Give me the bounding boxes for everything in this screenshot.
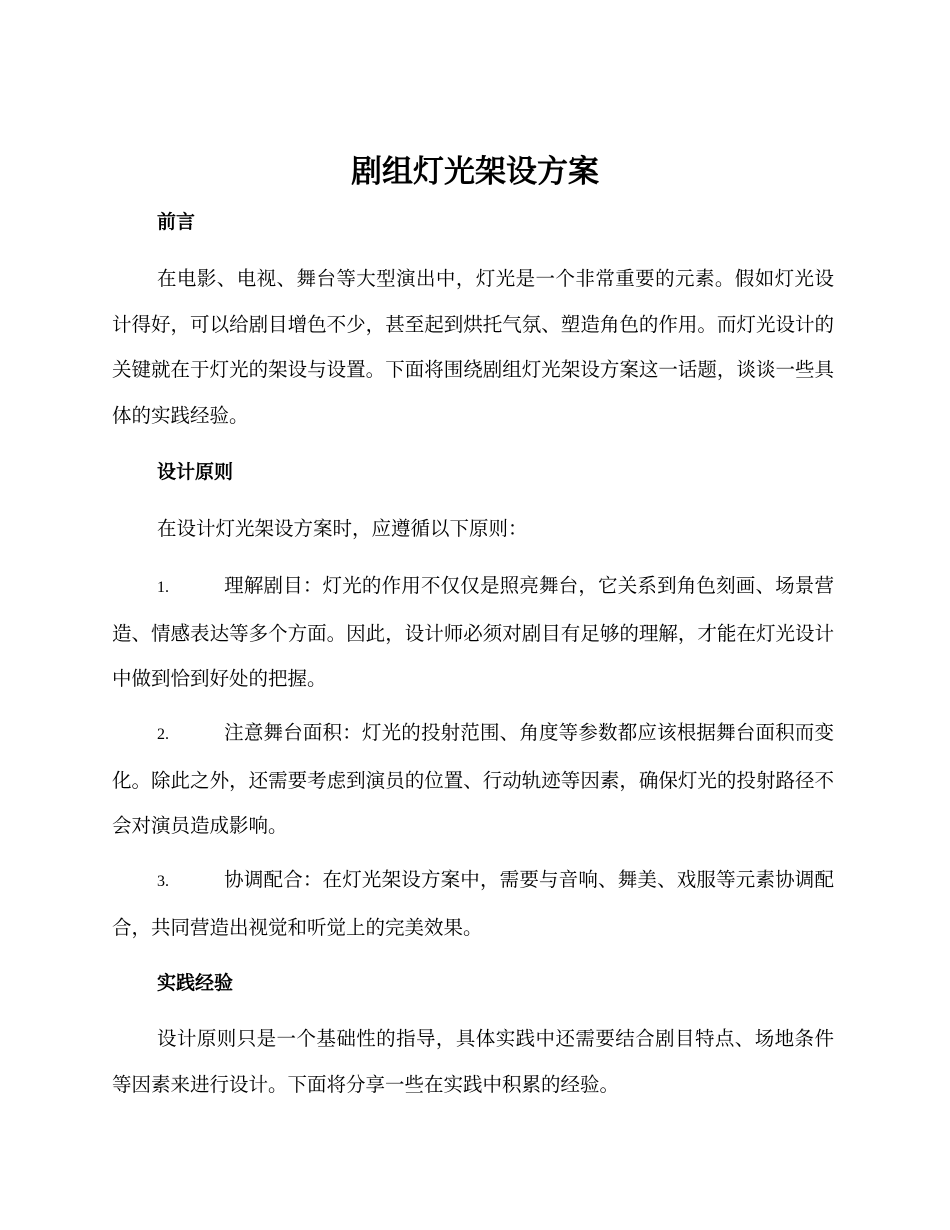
- preface-paragraph: 在电影、电视、舞台等大型演出中，灯光是一个非常重要的元素。假如灯光设计得好，可以给剧目增色不少，甚至起到烘托气氛、塑造角色的作用。而灯光设计的关键就在于灯光的架设与设置。下面将围绕剧组灯光架设方案这一话题，谈谈一些具体的实践经验。: [112, 267, 834, 427]
- principles-intro: 在设计灯光架设方案时，应遵循以下原则：: [157, 517, 528, 540]
- document-title: 剧组灯光架设方案: [351, 154, 599, 190]
- list-item-text: 理解剧目：灯光的作用不仅仅是照亮舞台，它关系到角色刻画、场景营造、情感表达等多个方面。因此，设计师必须对剧目有足够的理解，才能在灯光设计中做到恰到好处的把握。: [112, 574, 834, 690]
- list-number: 3.: [157, 873, 169, 890]
- list-number: 2.: [157, 726, 169, 743]
- section-heading-principles: 设计原则: [157, 461, 234, 483]
- practice-paragraph: 设计原则只是一个基础性的指导，具体实践中还需要结合剧目特点、场地条件等因素来进行设计。下面将分享一些在实践中积累的经验。: [112, 1027, 834, 1096]
- list-number: 1.: [157, 579, 169, 596]
- section-heading-preface: 前言: [157, 211, 196, 233]
- list-item-text: 注意舞台面积：灯光的投射范围、角度等参数都应该根据舞台面积而变化。除此之外，还需要考虑到演员的位置、行动轨迹等因素，确保灯光的投射路径不会对演员造成影响。: [112, 721, 834, 837]
- principle-item-3: [112, 857, 834, 950]
- principle-item-2: [112, 710, 834, 849]
- principle-item-1: [112, 563, 834, 702]
- list-item-text: 协调配合：在灯光架设方案中，需要与音响、舞美、戏服等元素协调配合，共同营造出视觉和听觉上的完美效果。: [112, 868, 834, 939]
- section-heading-practice: 实践经验: [157, 972, 234, 994]
